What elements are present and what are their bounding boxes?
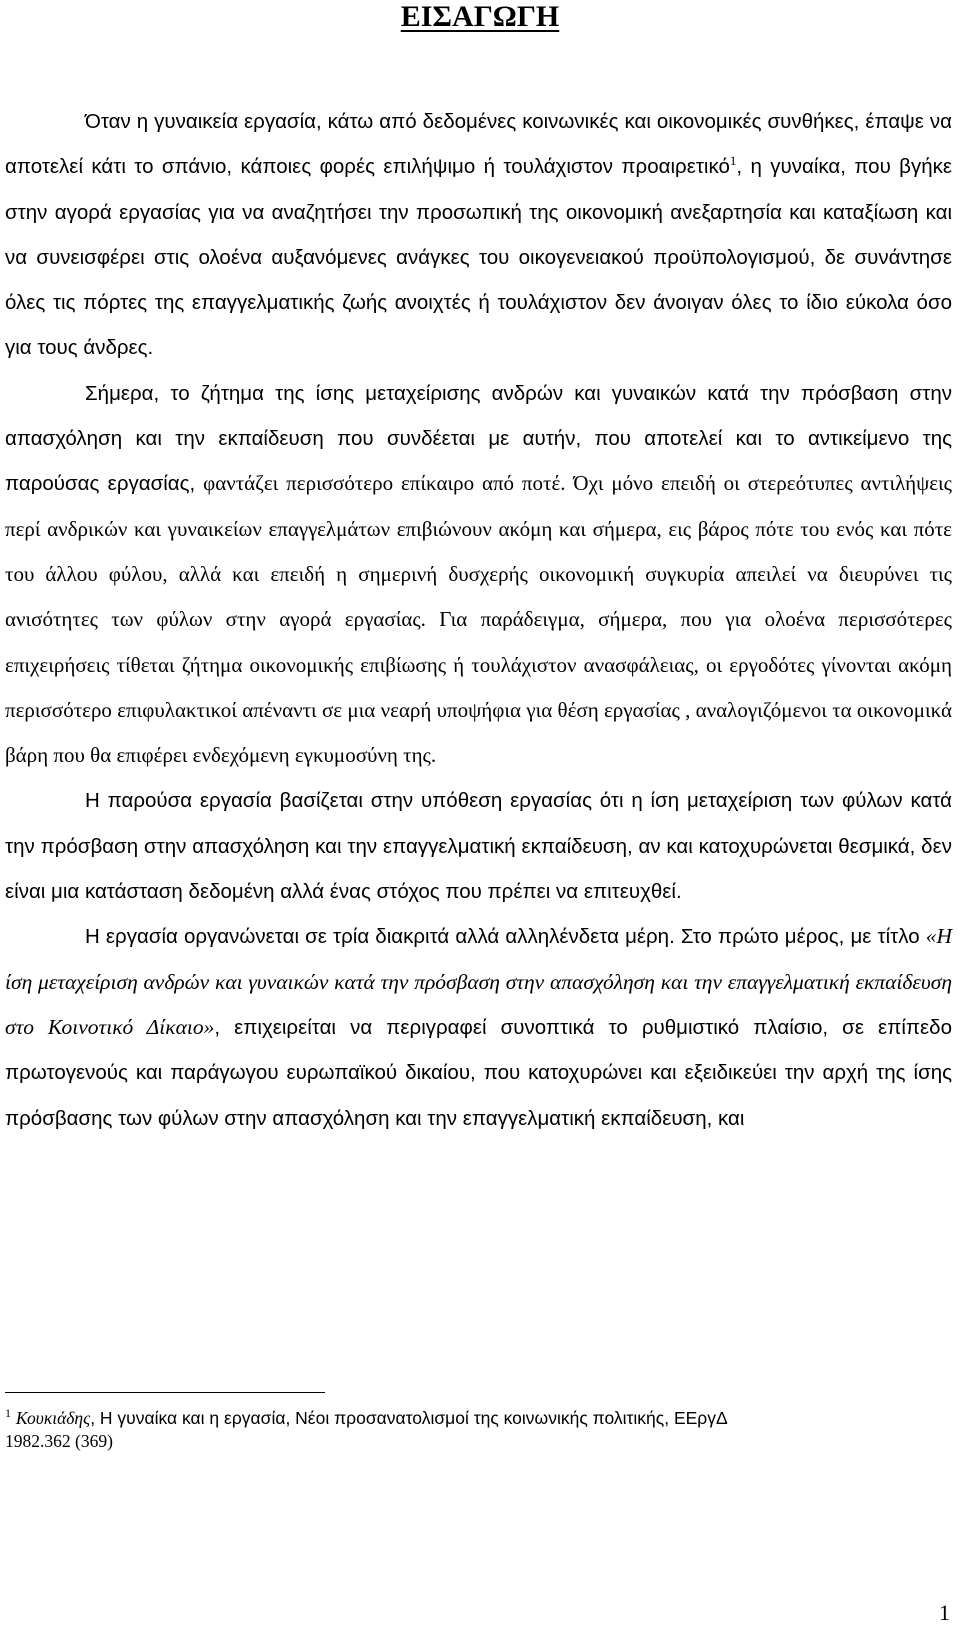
footnote-author: Κουκιάδης xyxy=(15,1408,91,1428)
paragraph-1 xyxy=(5,99,952,371)
footnote-separator xyxy=(5,1392,325,1393)
paragraph-2-text-a: Σήμερα, το ζήτημα της ίσης μεταχείρισης ανδρών και γυναικών κατά την πρόσβαση στην απασχόληση και την εκπαίδευση που συνδέεται με αυτήν, που αποτελεί και το αντικείμενο της παρούσας εργασίας, xyxy=(5,381,952,496)
paragraph-1-text-a: Όταν η γυναικεία εργασία, κάτω από δεδομένες κοινωνικές και οικονομικές συνθήκες, έπαψε να αποτελεί κάτι το σπάνιο, κάποιες φορές επιλήψιμο ή τουλάχιστον προαιρετικό xyxy=(5,110,952,179)
footnote-text-a: , Η γυναίκα και η εργασία, Νέοι προσανατολισμοί της κοινωνικής πολιτικής, ΕΕργΔ xyxy=(90,1408,728,1428)
paragraph-4 xyxy=(5,914,952,1140)
paragraph-3-text: Η παρούσα εργασία βασίζεται στην υπόθεση εργασίας ότι η ίση μεταχείριση των φύλων κατά την πρόσβαση στην απασχόληση και την επαγγελματική εκπαίδευση, αν και κατοχυρώνεται θεσμικά, δεν είναι μια κατάσταση δεδομένη αλλά ένας στόχος που πρέπει να επιτευχθεί. xyxy=(5,789,952,904)
footnote-marker: 1 xyxy=(5,1406,11,1421)
footnote-line-1 xyxy=(5,1407,955,1430)
page-title-text: ΕΙΣΑΓΩΓΗ xyxy=(400,0,560,33)
paragraph-2-text-b: φαντάζει περισσότερο επίκαιρο από ποτέ. Όχι μόνο επειδή οι στερεότυπες αντιλήψεις περί ανδρικών και γυναικείων επαγγελμάτων επιβιώνουν ακόμη και σήμερα, εις βάρος πότε του ενός και πότε του άλλου φύλου, αλλά και επειδή η σημερινή δυσχερής οικονομική συγκυρία απειλεί να διευρύνει τις ανισότητες των φύλων στην αγορά εργασίας. Για παράδειγμα, σήμερα, που για ολοένα περισσότερες επιχειρήσεις τίθεται ζήτημα οικονομικής επιβίωσης ή τουλάχιστον ανασφάλειας, οι εργοδότες γίνονται ακόμη περισσότερο επιφυλακτικοί απέναντι σε μια νεαρή υποψήφια για θέση εργασίας , αναλογιζόμενοι τα οικονομικά βάρη που θα επιφέρει ενδεχόμενη εγκυμοσύνη της. xyxy=(5,471,953,768)
paragraph-1-text-b: , η γυναίκα, που βγήκε στην αγορά εργασίας για να αναζητήσει την προσωπική της οικονομική ανεξαρτησία και καταξίωση και να συνεισφέρει στις ολοένα αυξανόμενες ανάγκες του οικογενειακού προϋπολογισμού, δε συνάντησε όλες τις πόρτες της επαγγελματικής ζωής ανοιχτές ή τουλάχιστον δεν άνοιγαν όλες το ίδιο εύκολα όσο για τους άνδρες. xyxy=(5,155,952,360)
paragraph-3 xyxy=(5,778,952,914)
paragraph-4-text-a: Η εργασία οργανώνεται σε τρία διακριτά αλλά αλληλένδετα μέρη. xyxy=(85,925,675,949)
footnote-reference[interactable]: 1 xyxy=(729,153,737,169)
paragraph-4-text-c: , επιχειρείται να περιγραφεί συνοπτικά το ρυθμιστικό πλαίσιο, σε επίπεδο πρωτογενούς και παράγωγου ευρωπαϊκού δικαίου, που κατοχυρώνει και εξειδικεύει την αρχή της ίσης πρόσβασης των φύλων στην απασχόληση και την επαγγελματική εκπαίδευση, και xyxy=(5,1015,952,1130)
footnote xyxy=(5,1407,955,1453)
paragraph-4-text-b: Στο πρώτο μέρος, με τίτλο xyxy=(674,925,926,949)
page-number: 1 xyxy=(939,1600,950,1625)
document-body xyxy=(5,99,952,1141)
page-title xyxy=(0,0,960,34)
footnote-line-2: 1982.362 (369) xyxy=(5,1431,113,1451)
paragraph-2 xyxy=(5,371,952,779)
paragraph-4-italic-title: «Η ίση μεταχείριση ανδρών και γυναικών κατά την πρόσβαση στην απασχόληση και την επαγγελματική εκπαίδευση στο Κοινοτικό Δίκαιο» xyxy=(5,924,953,1039)
